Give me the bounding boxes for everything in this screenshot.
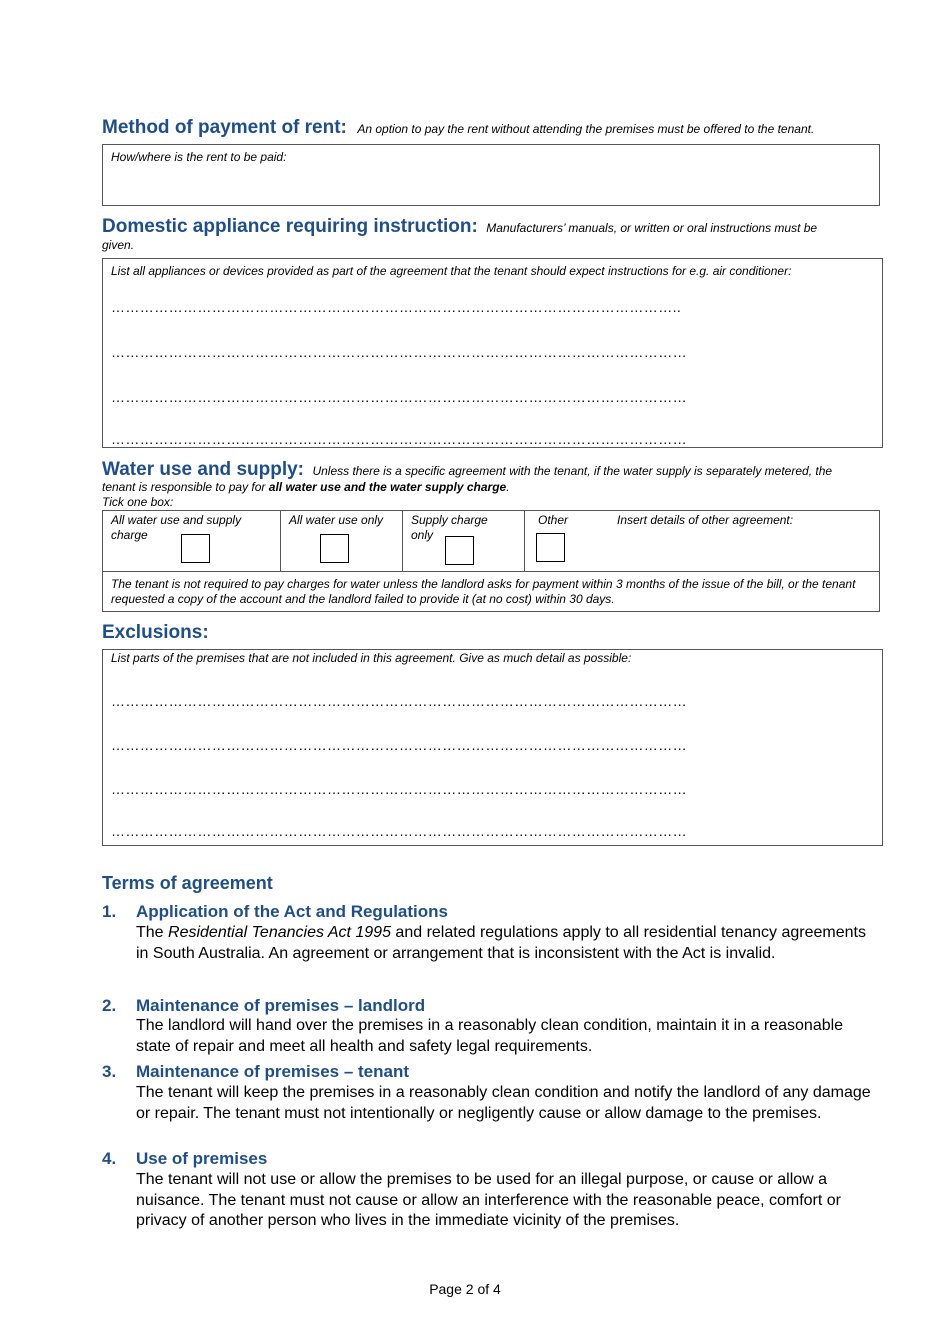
water-option-label: All water use only <box>289 513 384 527</box>
term-title: Application of the Act and Regulations <box>136 902 448 921</box>
water-table-divider <box>103 571 879 572</box>
water-option-label: Other <box>538 513 569 527</box>
terms-heading: Terms of agreement <box>102 873 273 893</box>
water-note-cont: tenant is responsible to pay for all water use and the water supply charge. <box>102 480 510 494</box>
water-options-table <box>102 510 880 612</box>
water-option-all <box>103 511 281 571</box>
term-title: Maintenance of premises – landlord <box>136 996 426 1015</box>
checkbox-other[interactable] <box>536 533 565 562</box>
other-details-label: Insert details of other agreement: <box>617 513 794 527</box>
term-title: Use of premises <box>136 1149 268 1168</box>
term-number: 4. <box>102 1149 117 1168</box>
exclusions-heading: Exclusions: <box>102 622 209 643</box>
page-number: Page 2 of 4 <box>429 1281 501 1297</box>
term-number: 1. <box>102 902 117 921</box>
water-heading-line <box>102 459 892 481</box>
checkbox-all-water-supply[interactable] <box>181 534 210 563</box>
term-title: Maintenance of premises – tenant <box>136 1062 410 1081</box>
exclusions-dotted-line[interactable]: ………………………………………………………………………………………………………… <box>111 823 687 839</box>
appliance-note: Manufacturers’ manuals, or written or oral instructions must be <box>486 221 818 235</box>
water-note: Unless there is a specific agreement with the tenant, if the water supply is separately metered, the <box>312 464 833 478</box>
appliance-dotted-line[interactable]: ……………………………………………………………………………………………………….. <box>111 299 682 315</box>
water-option-label: Supply charge only <box>411 513 488 542</box>
exclusions-dotted-line[interactable]: ………………………………………………………………………………………………………… <box>111 737 687 753</box>
exclusions-dotted-line[interactable]: ………………………………………………………………………………………………………… <box>111 781 687 797</box>
water-option-supply-only <box>403 511 525 571</box>
checkbox-supply-charge-only[interactable] <box>445 536 474 565</box>
appliance-dotted-line[interactable]: ………………………………………………………………………………………………………… <box>111 389 687 405</box>
water-note-bold: all water use and the water supply charge <box>268 480 507 494</box>
water-option-other <box>525 511 881 571</box>
tick-one-box-label: Tick one box: <box>102 495 174 509</box>
term-body: The Residential Tenancies Act 1995 and related regulations apply to all residential tenancy agreements in South Australia. An agreement or arrangement that is inconsistent with the Act is invalid. <box>136 924 866 962</box>
appliance-note-cont: given. <box>102 238 135 252</box>
water-option-use-only <box>281 511 403 571</box>
water-heading: Water use and supply: <box>102 459 304 480</box>
appliance-heading-line <box>102 216 882 238</box>
checkbox-water-use-only[interactable] <box>320 534 349 563</box>
water-option-label: All water use and supply charge <box>111 513 242 542</box>
term-body: The tenant will keep the premises in a reasonably clean condition and notify the landlord of any damage or repair. The tenant must not intentionally or negligently cause or allow damage to the premises. <box>136 1084 871 1122</box>
term-number: 3. <box>102 1062 117 1081</box>
appliance-dotted-line[interactable]: ………………………………………………………………………………………………………… <box>111 344 687 360</box>
appliance-dotted-line[interactable]: ………………………………………………………………………………………………………… <box>111 431 687 447</box>
act-name: Residential Tenancies Act 1995 <box>168 924 391 941</box>
exclusions-field[interactable] <box>102 649 883 846</box>
term-number: 2. <box>102 996 117 1015</box>
term-body: The tenant will not use or allow the premises to be used for an illegal purpose, or cause or allow a nuisance. The tenant must not cause or allow an interference with the reasonable peace, comfort or privacy of another person who lives in the immediate vicinity of the premises. <box>136 1171 841 1229</box>
payment-heading: Method of payment of rent: <box>102 117 347 138</box>
payment-field[interactable] <box>102 144 880 206</box>
payment-heading-line <box>102 117 902 139</box>
exclusions-field-label: List parts of the premises that are not included in this agreement. Give as much detail as possible: <box>111 651 632 665</box>
appliance-field[interactable] <box>102 258 883 448</box>
exclusions-dotted-line[interactable]: ………………………………………………………………………………………………………… <box>111 693 687 709</box>
payment-field-label: How/where is the rent to be paid: <box>111 150 287 164</box>
term-body: The landlord will hand over the premises in a reasonably clean condition, maintain it in a reasonable state of repair and meet all health and safety legal requirements. <box>136 1017 844 1055</box>
payment-note: An option to pay the rent without attending the premises must be offered to the tenant. <box>357 122 815 136</box>
water-footnote: The tenant is not required to pay charges for water unless the landlord asks for payment within 3 months of the issue of the bill, or the tenant requested a copy of the account and the landlord failed to provide it (at no cost) within 30 days. <box>111 577 856 606</box>
appliance-heading: Domestic appliance requiring instruction: <box>102 216 478 237</box>
appliance-field-label: List all appliances or devices provided as part of the agreement that the tenant should expect instructions for e.g. air conditioner: <box>111 264 792 278</box>
